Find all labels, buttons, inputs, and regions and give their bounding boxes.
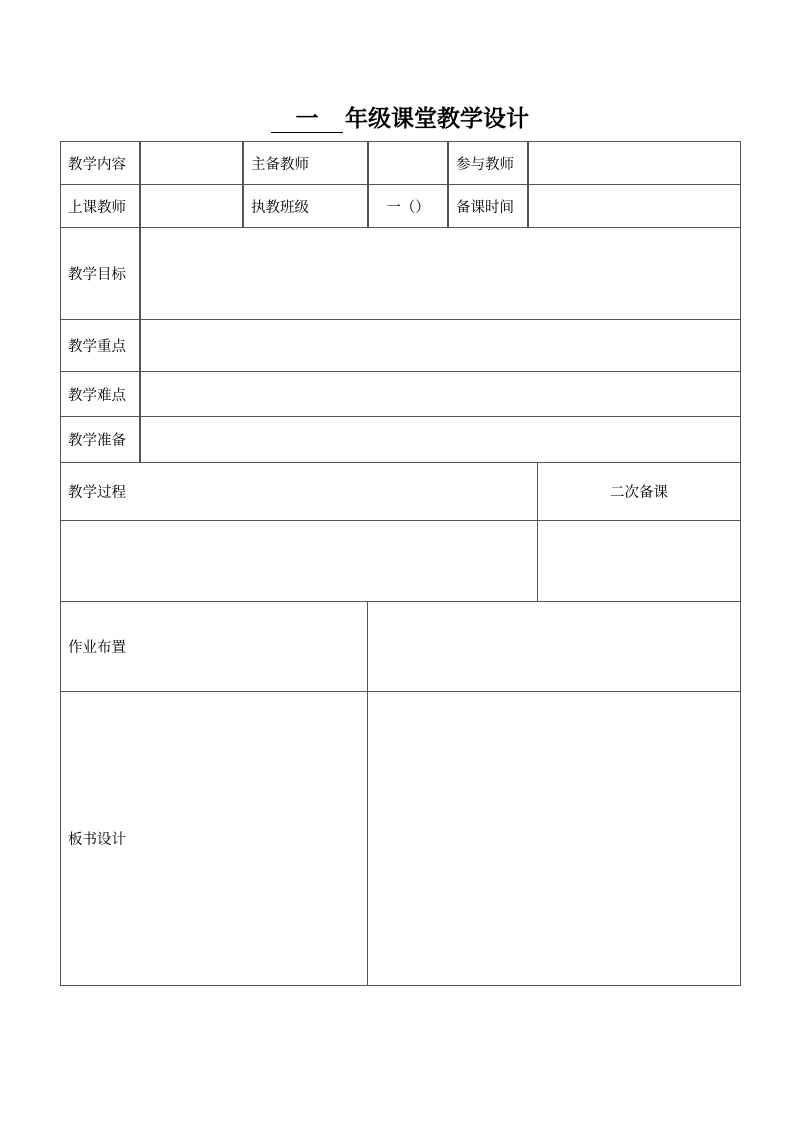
goals-input[interactable]	[140, 227, 741, 320]
grade-blank[interactable]: 一	[271, 106, 343, 133]
homework-label: 作业布置	[60, 601, 368, 692]
page-title	[0, 102, 800, 136]
key-points-input[interactable]	[140, 319, 741, 372]
difficulties-label: 教学难点	[60, 371, 140, 417]
lead-teacher-label: 主备教师	[243, 141, 368, 185]
difficulties-input[interactable]	[140, 371, 741, 417]
board-design-label: 板书设计	[60, 691, 368, 986]
title-text: 年级课堂教学设计	[345, 106, 529, 132]
teacher-label: 上课教师	[60, 184, 140, 228]
participants-label: 参与教师	[448, 141, 528, 185]
homework-input[interactable]	[367, 601, 741, 692]
second-prep-input[interactable]	[537, 520, 741, 602]
board-design-input[interactable]	[367, 691, 741, 986]
prep-time-label: 备课时间	[448, 184, 528, 228]
content-label: 教学内容	[60, 141, 140, 185]
class-label: 执教班级	[243, 184, 368, 228]
key-points-label: 教学重点	[60, 319, 140, 372]
participants-input[interactable]	[528, 141, 741, 185]
content-input[interactable]	[140, 141, 243, 185]
preparation-input[interactable]	[140, 416, 741, 463]
prep-time-input[interactable]	[528, 184, 741, 228]
process-label: 教学过程	[60, 462, 538, 521]
preparation-label: 教学准备	[60, 416, 140, 463]
goals-label: 教学目标	[60, 227, 140, 320]
lead-teacher-input[interactable]	[368, 141, 448, 185]
lesson-plan-table	[60, 141, 741, 986]
teacher-input[interactable]	[140, 184, 243, 228]
class-input[interactable]: 一（）	[368, 184, 448, 228]
process-input[interactable]	[60, 520, 538, 602]
second-prep-label: 二次备课	[537, 462, 741, 521]
